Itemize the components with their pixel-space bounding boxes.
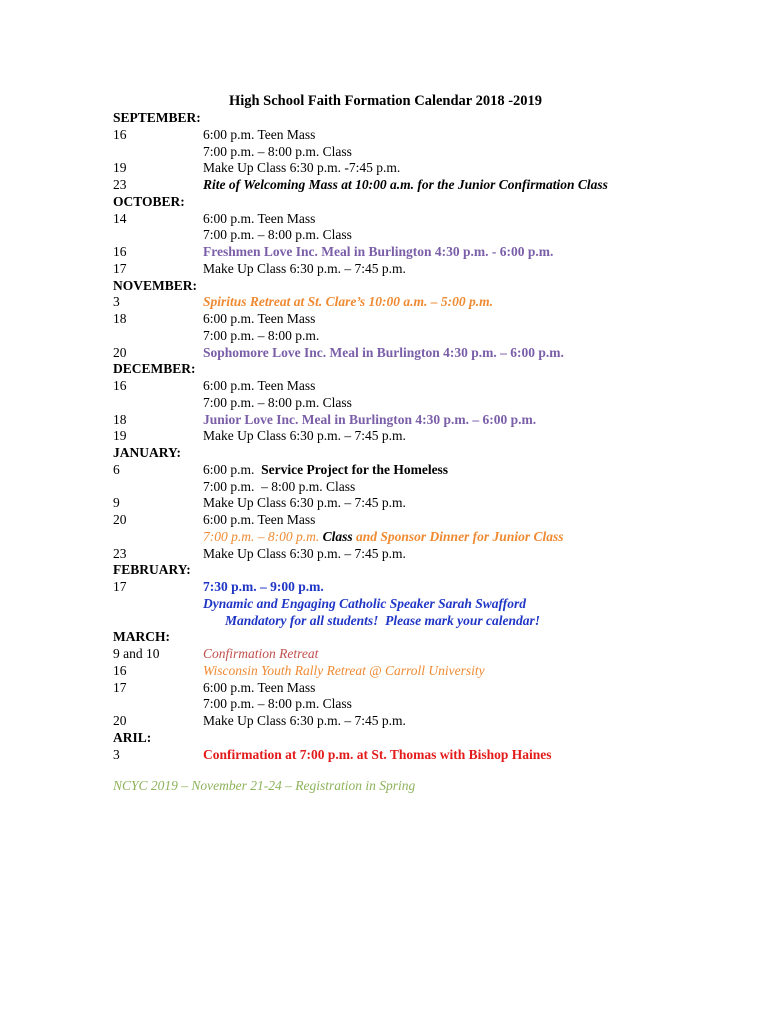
event-row xyxy=(113,663,753,680)
event-description xyxy=(203,596,526,613)
event-text: Freshmen Love Inc. Meal in Burlington 4:30 p.m. - 6:00 p.m. xyxy=(203,244,554,259)
month-heading-row xyxy=(113,194,753,211)
event-text: 7:00 p.m. – 8:00 p.m. Class xyxy=(203,394,352,410)
event-text: 7:00 p.m. – 8:00 p.m. xyxy=(203,327,320,343)
event-day: 17 xyxy=(113,579,127,594)
event-description xyxy=(203,311,315,328)
event-description xyxy=(203,144,352,161)
event-day: 23 xyxy=(113,177,127,192)
event-row xyxy=(113,261,753,278)
event-description xyxy=(203,177,608,194)
month-heading: ARIL: xyxy=(113,729,152,745)
event-row xyxy=(113,378,753,395)
event-row xyxy=(113,244,753,261)
event-text: Service Project for the Homeless xyxy=(261,461,449,477)
event-description xyxy=(203,479,355,496)
event-text: Rite of Welcoming Mass at 10:00 a.m. for the Junior Confirmation Class xyxy=(203,177,608,192)
event-text: Make Up Class 6:30 p.m. – 7:45 p.m. xyxy=(203,713,406,728)
event-day: 14 xyxy=(113,210,127,226)
event-row xyxy=(113,512,753,529)
event-description xyxy=(203,546,406,563)
event-day: 18 xyxy=(113,411,127,427)
event-day: 19 xyxy=(113,428,127,444)
event-row xyxy=(113,747,753,764)
event-description xyxy=(203,345,564,362)
event-description xyxy=(203,512,315,529)
event-text: and Sponsor Dinner for Junior Class xyxy=(356,528,564,544)
event-text: 7:00 p.m. – 8:00 p.m. Class xyxy=(203,696,352,712)
event-day: 9 and 10 xyxy=(113,646,160,661)
calendar-list xyxy=(113,110,753,763)
month-heading: MARCH: xyxy=(113,629,170,645)
event-description xyxy=(203,646,318,663)
event-day: 16 xyxy=(113,244,127,259)
event-day: 16 xyxy=(113,126,127,142)
event-day: 20 xyxy=(113,512,127,527)
event-row xyxy=(113,428,753,445)
event-day: 17 xyxy=(113,260,127,276)
month-heading: JANUARY: xyxy=(113,445,182,460)
event-row xyxy=(113,596,753,613)
event-day: 6 xyxy=(113,461,120,477)
event-description xyxy=(203,747,552,764)
event-text: Wisconsin Youth Rally Retreat @ Carroll University xyxy=(203,662,485,678)
event-day: 20 xyxy=(113,344,127,360)
event-row xyxy=(113,495,753,512)
event-row xyxy=(113,546,753,563)
event-description xyxy=(203,127,315,144)
event-row xyxy=(113,177,753,194)
event-row xyxy=(113,160,753,177)
event-text: 6:00 p.m. Teen Mass xyxy=(203,210,316,226)
event-text: 6:00 p.m. Teen Mass xyxy=(203,311,316,326)
event-description xyxy=(203,328,319,345)
event-text: Confirmation Retreat xyxy=(203,646,319,661)
event-text: Make Up Class 6:30 p.m. -7:45 p.m. xyxy=(203,160,401,176)
event-day: 3 xyxy=(113,746,120,762)
event-text: Class xyxy=(322,528,357,544)
event-row xyxy=(113,395,753,412)
event-day: 19 xyxy=(113,160,127,176)
event-row xyxy=(113,144,753,161)
event-description xyxy=(203,462,448,479)
event-description xyxy=(203,244,553,261)
event-row xyxy=(113,127,753,144)
event-description xyxy=(203,378,315,395)
event-description xyxy=(203,160,400,177)
event-day: 16 xyxy=(113,662,127,678)
event-description xyxy=(203,395,352,412)
event-row xyxy=(113,713,753,730)
month-heading-row xyxy=(113,278,753,295)
event-description xyxy=(203,261,406,278)
month-heading: FEBRUARY: xyxy=(113,562,191,578)
event-description xyxy=(203,579,324,596)
month-heading: NOVEMBER: xyxy=(113,277,197,293)
page-title: High School Faith Formation Calendar 2018 -2019 xyxy=(228,93,543,109)
month-heading: OCTOBER: xyxy=(113,193,185,209)
event-text: 6:00 p.m. Teen Mass xyxy=(203,679,316,695)
month-heading: SEPTEMBER: xyxy=(113,110,201,125)
event-description xyxy=(203,696,352,713)
event-text: Confirmation at 7:00 p.m. at St. Thomas with Bishop Haines xyxy=(203,746,552,762)
event-text: 6:00 p.m. Teen Mass xyxy=(203,512,316,527)
event-text: Make Up Class 6:30 p.m. – 7:45 p.m. xyxy=(203,545,406,561)
event-text: Sophomore Love Inc. Meal in Burlington 4:30 p.m. – 6:00 p.m. xyxy=(203,344,564,360)
event-text: Make Up Class 6:30 p.m. – 7:45 p.m. xyxy=(203,260,406,276)
event-day: 20 xyxy=(113,713,127,728)
month-heading-row xyxy=(113,629,753,646)
event-row xyxy=(113,345,753,362)
event-row xyxy=(113,462,753,479)
event-day: 3 xyxy=(113,294,120,310)
event-row xyxy=(113,680,753,697)
month-heading-row xyxy=(113,445,753,462)
event-description xyxy=(203,529,563,546)
event-row xyxy=(113,613,753,630)
event-text: 7:00 p.m. – 8:00 p.m. Class xyxy=(203,227,352,243)
month-heading-row xyxy=(113,562,753,579)
event-row xyxy=(113,529,753,546)
event-day: 23 xyxy=(113,545,127,561)
event-row xyxy=(113,696,753,713)
event-text: Make Up Class 6:30 p.m. – 7:45 p.m. xyxy=(203,495,406,511)
event-description xyxy=(203,680,315,697)
event-text: 7:00 p.m. – 8:00 p.m. Class xyxy=(203,143,352,159)
event-text: Mandatory for all students! Please mark your calendar! xyxy=(225,612,541,628)
event-row xyxy=(113,646,753,663)
month-heading-row xyxy=(113,361,753,378)
event-description xyxy=(225,613,540,630)
event-description xyxy=(203,412,536,429)
event-row xyxy=(113,579,753,596)
month-heading-row xyxy=(113,730,753,747)
event-description xyxy=(203,713,406,730)
event-description xyxy=(203,663,485,680)
event-description xyxy=(203,227,352,244)
event-row xyxy=(113,211,753,228)
event-description xyxy=(203,294,493,311)
footer-note: NCYC 2019 – November 21-24 – Registration in Spring xyxy=(113,778,416,793)
event-row xyxy=(113,328,753,345)
event-day: 9 xyxy=(113,495,120,511)
event-row xyxy=(113,412,753,429)
event-row xyxy=(113,311,753,328)
event-description xyxy=(203,211,315,228)
event-text: Junior Love Inc. Meal in Burlington 4:30 p.m. – 6:00 p.m. xyxy=(203,411,537,427)
event-row xyxy=(113,294,753,311)
event-text: 6:00 p.m. Teen Mass xyxy=(203,378,316,393)
event-description xyxy=(203,428,406,445)
month-heading: DECEMBER: xyxy=(113,361,196,377)
event-text: 7:00 p.m. – 8:00 p.m. xyxy=(203,528,323,544)
event-text: Dynamic and Engaging Catholic Speaker Sarah Swafford xyxy=(203,595,527,611)
event-text: 7:00 p.m. – 8:00 p.m. Class xyxy=(203,478,356,494)
event-text: Spiritus Retreat at St. Clare’s 10:00 a.m. – 5:00 p.m. xyxy=(203,294,494,310)
event-text: 6:00 p.m. xyxy=(203,461,262,477)
event-text: 7:30 p.m. – 9:00 p.m. xyxy=(203,579,324,594)
event-description xyxy=(203,495,406,512)
event-day: 18 xyxy=(113,311,127,326)
event-row xyxy=(113,479,753,496)
event-day: 17 xyxy=(113,679,127,695)
event-text: 6:00 p.m. Teen Mass xyxy=(203,126,316,142)
event-row xyxy=(113,227,753,244)
event-day: 16 xyxy=(113,378,127,393)
month-heading-row xyxy=(113,110,753,127)
event-text: Make Up Class 6:30 p.m. – 7:45 p.m. xyxy=(203,428,406,444)
